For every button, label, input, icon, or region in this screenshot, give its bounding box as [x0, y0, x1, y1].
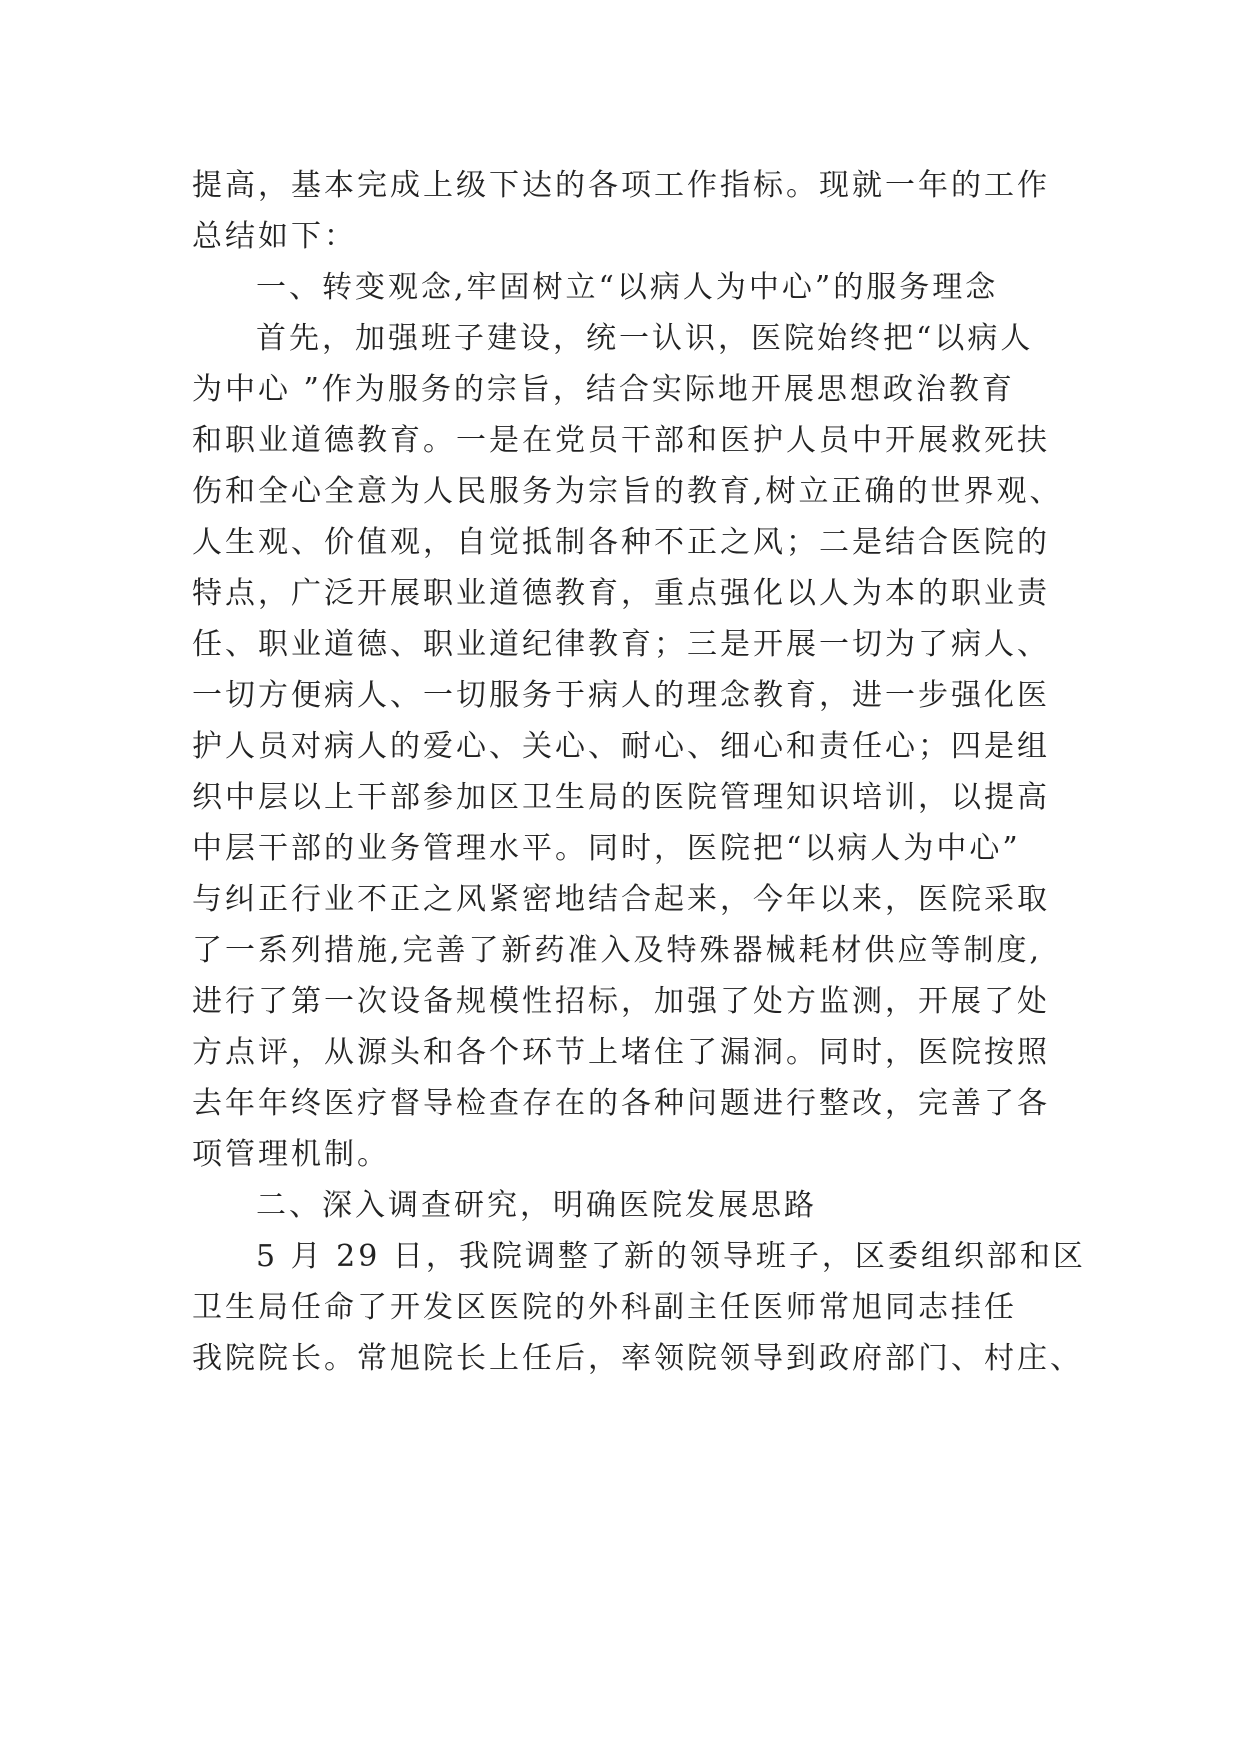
- text-line: 人生观、价值观，自觉抵制各种不正之风；二是结合医院的: [192, 525, 1050, 560]
- text-line: 方点评，从源头和各个环节上堵住了漏洞。同时，医院按照: [192, 1035, 1050, 1070]
- text-line: 和职业道德教育。一是在党员干部和医护人员中开展救死扶: [192, 423, 1050, 458]
- text-line: 特点，广泛开展职业道德教育，重点强化以人为本的职业责: [192, 576, 1050, 611]
- text-line: 任、职业道德、职业道纪律教育；三是开展一切为了病人、: [192, 627, 1050, 662]
- text-line: 提高，基本完成上级下达的各项工作指标。现就一年的工作: [192, 168, 1050, 203]
- text-line: 项管理机制。: [192, 1137, 390, 1172]
- text-line: 卫生局任命了开发区医院的外科副主任医师常旭同志挂任: [192, 1290, 1017, 1325]
- text-line: 去年年终医疗督导检查存在的各种问题进行整改，完善了各: [192, 1086, 1050, 1121]
- text-line: 5 月 29 日，我院调整了新的领导班子，区委组织部和区: [256, 1239, 1086, 1274]
- text-line: 总结如下：: [192, 219, 357, 254]
- text-line: 为中心 ”作为服务的宗旨，结合实际地开展思想政治教育: [192, 372, 1015, 407]
- section-heading: 一、转变观念,牢固树立“以病人为中心”的服务理念: [256, 270, 999, 305]
- text-line: 中层干部的业务管理水平。同时，医院把“以病人为中心”: [192, 831, 1021, 866]
- text-line: 与纠正行业不正之风紧密地结合起来，今年以来，医院采取: [192, 882, 1050, 917]
- text-line: 一切方便病人、一切服务于病人的理念教育，进一步强化医: [192, 678, 1050, 713]
- document-body: [192, 160, 1086, 1384]
- text-line: 织中层以上干部参加区卫生局的医院管理知识培训，以提高: [192, 780, 1050, 815]
- text-line: 进行了第一次设备规模性招标，加强了处方监测，开展了处: [192, 984, 1050, 1019]
- section-heading: 二、深入调查研究，明确医院发展思路: [256, 1188, 817, 1223]
- text-line: 我院院长。常旭院长上任后，率领院领导到政府部门、村庄、: [192, 1341, 1083, 1376]
- text-line: 了一系列措施,完善了新药准入及特殊器械耗材供应等制度,: [192, 933, 1043, 968]
- text-line: 护人员对病人的爱心、关心、耐心、细心和责任心；四是组: [192, 729, 1050, 764]
- text-line: 首先，加强班子建设，统一认识，医院始终把“以病人: [256, 321, 1034, 356]
- text-line: 伤和全心全意为人民服务为宗旨的教育,树立正确的世界观、: [192, 474, 1063, 509]
